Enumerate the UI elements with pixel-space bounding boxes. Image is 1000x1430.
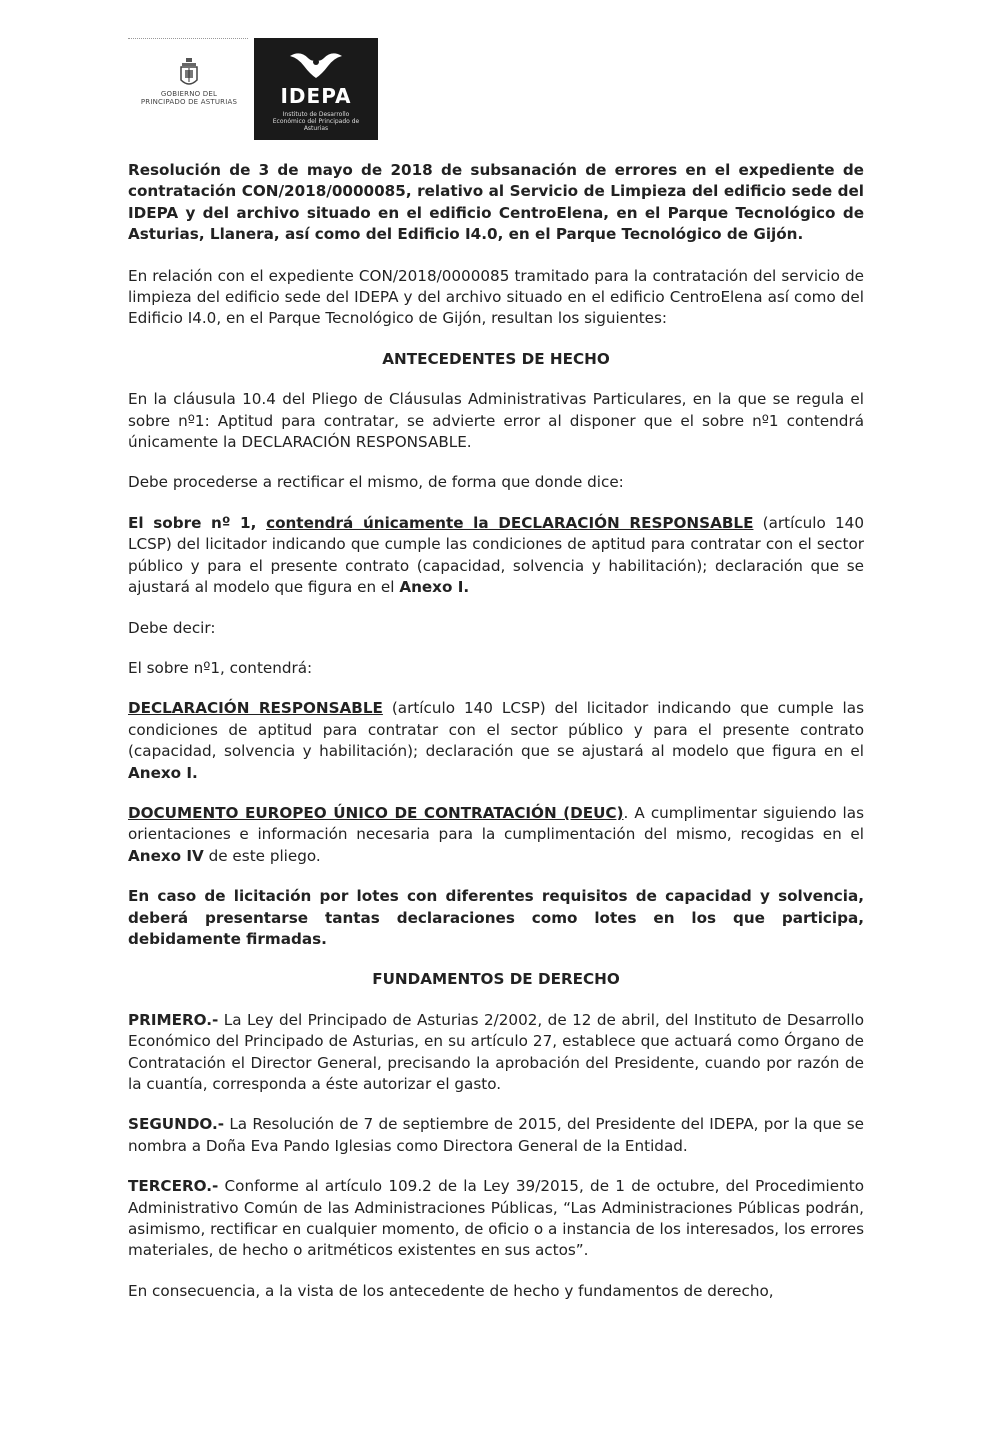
idepa-name: IDEPA bbox=[280, 84, 352, 108]
anexo-i-ref: Anexo I. bbox=[399, 578, 470, 597]
sobre-1-contendra: El sobre nº1, contendrá: bbox=[128, 658, 313, 677]
anexo-i-ref-2: Anexo I. bbox=[128, 763, 198, 782]
tercero-label: TERCERO.- bbox=[128, 1177, 219, 1196]
contendra-declaracion: contendrá únicamente la DECLARACIÓN RESPONSABLE bbox=[266, 513, 754, 532]
segundo-paragraph bbox=[128, 1114, 864, 1157]
antecedentes-paragraph-2: Debe procederse a rectificar el mismo, de forma que donde dice: bbox=[128, 473, 624, 492]
deuc-paragraph bbox=[128, 803, 864, 867]
donde-dice-text: (artículo 140 LCSP) del licitador indicando que cumple las condiciones de aptitud para contratar con el sector público y para el presente contrato (capacidad, solvencia y habilitación); declaración que se ajustará al modelo que figura en el bbox=[128, 513, 864, 597]
segundo-text: La Resolución de 7 de septiembre de 2015, del Presidente del IDEPA, por la que se nombra a Doña Eva Pando Iglesias como Directora General de la Entidad. bbox=[128, 1115, 864, 1155]
deuc-text: . A cumplimentar siguiendo las orientaciones e información necesaria para la cumplimentación del mismo, recogidas en el bbox=[128, 803, 864, 844]
segundo-label: SEGUNDO.- bbox=[128, 1115, 225, 1134]
primero-text: La Ley del Principado de Asturias 2/2002, de 12 de abril, del Instituto de Desarrollo Económico del Principado de Asturias, en su artículo 27, establece que actuará como Órgano de Contratación el Director General, precisando la aprobación del Presidente, cuando por razón de la cuantía, corresponda a éste autorizar el gasto. bbox=[128, 1010, 864, 1093]
tercero-paragraph bbox=[128, 1176, 864, 1262]
closing-paragraph: En consecuencia, a la vista de los antecedente de hecho y fundamentos de derecho, bbox=[128, 1281, 774, 1300]
tercero-text: Conforme al artículo 109.2 de la Ley 39/2015, de 1 de octubre, del Procedimiento Administrativo Común de las Administraciones Públicas, “Las Administraciones Públicas podrán, asimismo, rectificar en cualquier momento, de oficio o a instancia de los interesados, los errores materiales, de hecho o aritméticos existentes en sus actos”. bbox=[128, 1177, 864, 1260]
primero-paragraph bbox=[128, 1010, 864, 1096]
idepa-bird-icon bbox=[286, 48, 346, 82]
declaracion-responsable-label: DECLARACIÓN RESPONSABLE bbox=[128, 699, 383, 718]
antecedentes-heading: ANTECEDENTES DE HECHO bbox=[382, 349, 610, 368]
declaracion-text: (artículo 140 LCSP) del licitador indicando que cumple las condiciones de aptitud para contratar con el sector público y para el presente contrato (capacidad, solvencia y habilitación); declaración que se ajustará al modelo que figura en el bbox=[128, 699, 864, 761]
coat-of-arms-icon bbox=[178, 58, 200, 90]
deuc-text-end: de este pliego. bbox=[203, 846, 321, 865]
resolution-title: Resolución de 3 de mayo de 2018 de subsanación de errores en el expediente de contratación CON/2018/0000085, relativo al Servicio de Limpieza del edificio sede del IDEPA y del archivo situado en el edificio CentroElena, en el Parque Tecnológico de Asturias, Llanera, así como del Edificio I4.0, en el Parque Tecnológico de Gijón. bbox=[128, 161, 864, 244]
intro-paragraph: En relación con el expediente CON/2018/0000085 tramitado para la contratación del servicio de limpieza del edificio sede del IDEPA y del archivo situado en el edificio CentroElena así como del Edificio I4.0, en el Parque Tecnológico de Gijón, resultan los siguientes: bbox=[128, 266, 864, 328]
primero-label: PRIMERO.- bbox=[128, 1010, 219, 1029]
gov-logo-line-1: GOBIERNO DEL bbox=[160, 90, 218, 98]
declaracion-responsable-paragraph bbox=[128, 698, 864, 784]
fundamentos-heading: FUNDAMENTOS DE DERECHO bbox=[372, 970, 620, 989]
antecedentes-paragraph-1: En la cláusula 10.4 del Pliego de Cláusulas Administrativas Particulares, en la que se regula el sobre nº1: Aptitud para contratar, se advierte error al disponer que el sobre nº1 contendrá únicamente la DECLARACIÓN RESPONSABLE. bbox=[128, 390, 864, 452]
anexo-iv-ref: Anexo IV bbox=[128, 846, 204, 865]
header-dotted-line bbox=[128, 38, 248, 41]
lotes-paragraph: En caso de licitación por lotes con diferentes requisitos de capacidad y solvencia, deberá presentarse tantas declaraciones como lotes en los que participa, debidamente firmadas. bbox=[128, 887, 864, 948]
idepa-logo bbox=[254, 38, 378, 140]
gov-logo-line-2: PRINCIPADO DE ASTURIAS bbox=[140, 98, 238, 106]
letterhead bbox=[128, 38, 388, 143]
gobierno-principado-asturias-logo bbox=[128, 58, 250, 143]
idepa-subtitle: Instituto de Desarrollo Económico del Principado de Asturias bbox=[272, 111, 360, 132]
document-body bbox=[128, 160, 864, 1321]
deuc-label: DOCUMENTO EUROPEO ÚNICO DE CONTRATACIÓN (DEUC) bbox=[128, 803, 624, 822]
donde-dice-paragraph bbox=[128, 513, 864, 599]
sobre-1-label: El sobre nº 1, bbox=[128, 513, 267, 532]
debe-decir: Debe decir: bbox=[128, 618, 216, 637]
